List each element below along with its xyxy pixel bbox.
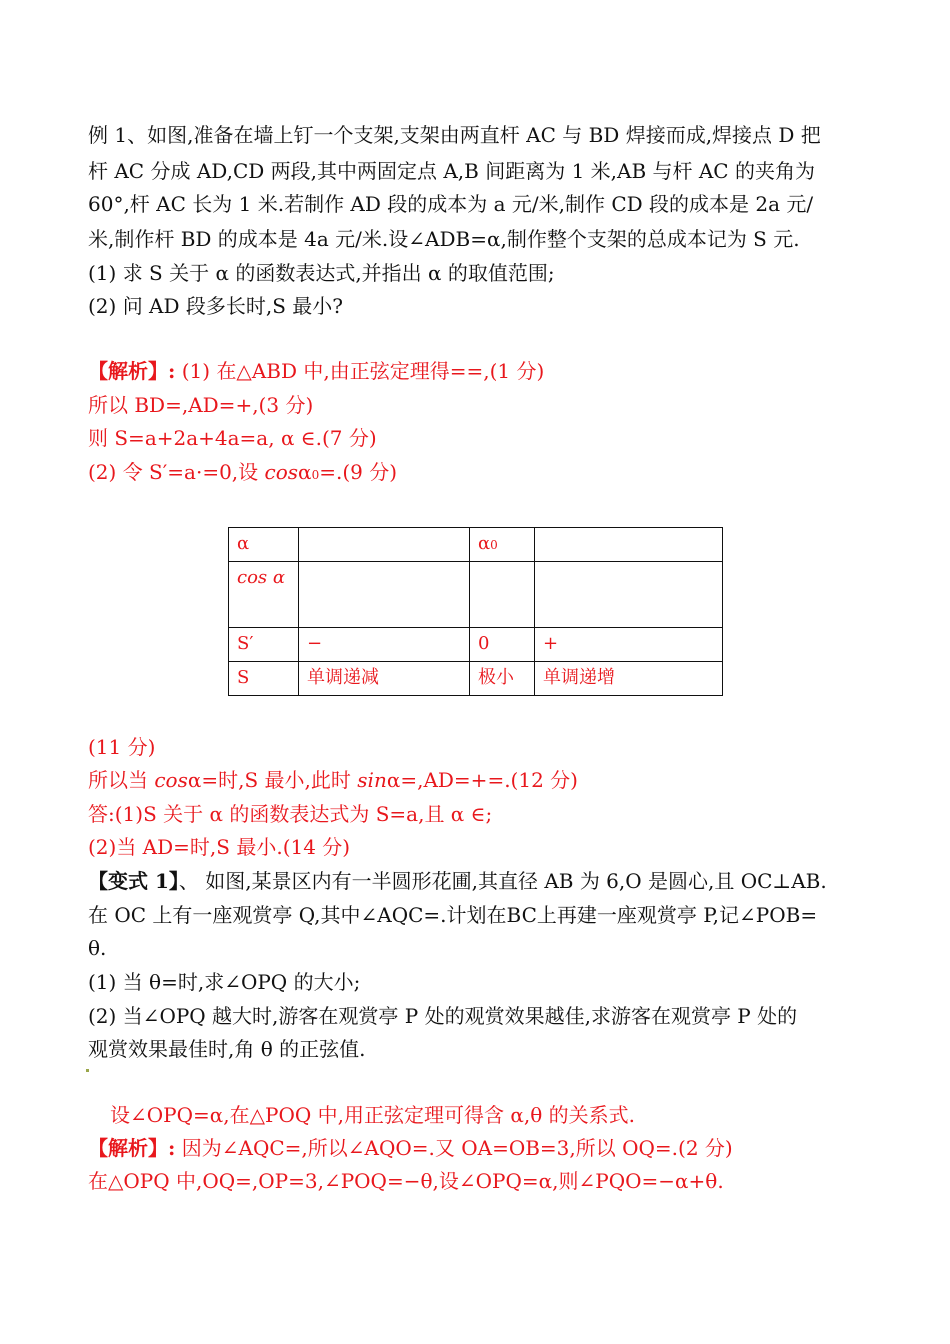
solution-label: 【解析】: <box>88 1136 176 1160</box>
table-cell <box>470 528 535 562</box>
table-cell: 0 <box>470 628 535 662</box>
solution-1-text: (1) 在△ABD 中,由正弦定理得==,(1 分) <box>181 359 545 383</box>
sin-function: sin <box>357 768 387 792</box>
variant-line-2: 在 OC 上有一座观赏亭 Q,其中∠AQC=.计划在BC上再建一座观赏亭 P,记∠POB= <box>88 903 818 927</box>
variant-line-3: θ. <box>88 936 107 960</box>
solution-2-hint: 设∠OPQ=α,在△POQ 中,用正弦定理可得含 α,θ 的关系式. <box>110 1103 635 1127</box>
solution-1b-line-1: (11 分) <box>88 735 156 759</box>
alpha-symbol: α <box>478 533 491 554</box>
table-cell: 单调递减 <box>299 662 470 696</box>
table-cell: S <box>229 662 299 696</box>
table-row <box>229 628 723 662</box>
alpha-symbol: α <box>298 460 312 484</box>
answer-line-2: (2)当 AD=时,S 最小.(14 分) <box>88 835 351 859</box>
example-question-2: (2) 问 AD 段多长时,S 最小? <box>88 294 344 318</box>
example-text-line-2: 杆 AC 分成 AD,CD 两段,其中两固定点 A,B 间距离为 1 米,AB 与杆 AC 的夹角为 <box>88 159 815 183</box>
table-cell <box>535 528 723 562</box>
variant-question-2-line-1: (2) 当∠OPQ 越大时,游客在观赏亭 P 处的观赏效果越佳,求游客在观赏亭 P 处的 <box>88 1004 798 1028</box>
text: α=,AD=+=.(12 分) <box>386 768 578 792</box>
table-cell <box>470 562 535 628</box>
table-cell: α <box>229 528 299 562</box>
solution-2-line-2: 在△OPQ 中,OQ=,OP=3,∠POQ=−θ,设∠OPQ=α,则∠PQO=−α+θ. <box>88 1169 724 1193</box>
text: α=时,S 最小,此时 <box>187 768 358 792</box>
table-cell <box>299 562 470 628</box>
variant-question-2-line-2: 观赏效果最佳时,角 θ 的正弦值. <box>88 1037 366 1061</box>
table-cell: − <box>299 628 470 662</box>
solution-2-text: 因为∠AQC=,所以∠AQO=.又 OA=OB=3,所以 OQ=.(2 分) <box>181 1136 733 1160</box>
table-row <box>229 562 723 628</box>
text: 所以当 <box>88 768 155 792</box>
example-question-1: (1) 求 S 关于 α 的函数表达式,并指出 α 的取值范围; <box>88 261 555 285</box>
alpha-subscript: 0 <box>311 468 320 482</box>
cos-function: cos <box>154 768 188 792</box>
table-cell: cos α <box>229 562 299 628</box>
cos-function: cos <box>264 460 299 484</box>
variant-question-1: (1) 当 θ=时,求∠OPQ 的大小; <box>88 970 361 994</box>
variant-label: 【变式 1】 <box>88 869 179 893</box>
table-cell <box>535 562 723 628</box>
table-cell <box>299 528 470 562</box>
table-cell: S′ <box>229 628 299 662</box>
table-row <box>229 662 723 696</box>
example-text-line-1: 例 1、如图,准备在墙上钉一个支架,支架由两直杆 AC 与 BD 焊接而成,焊接点 D 把 <box>88 123 821 147</box>
solution-label: 【解析】: <box>88 359 176 383</box>
alpha-subscript: 0 <box>490 538 498 552</box>
example-text-line-3: 60°,杆 AC 长为 1 米.若制作 AD 段的成本为 a 元/米,制作 CD 段的成本是 2a 元/ <box>88 192 814 216</box>
solution-1-line-4-post: =.(9 分) <box>319 460 398 484</box>
answer-line-1: 答:(1)S 关于 α 的函数表达式为 S=a,且 α ∈; <box>88 802 493 826</box>
table-cell: 单调递增 <box>535 662 723 696</box>
stray-mark <box>86 1069 89 1072</box>
variant-line-1 <box>88 867 827 895</box>
solution-1-line-2: 所以 BD=,AD=+,(3 分) <box>88 393 314 417</box>
solution-2-line-1 <box>88 1134 733 1162</box>
solution-1-line-4 <box>88 458 397 489</box>
table-cell: + <box>535 628 723 662</box>
table-cell: 极小 <box>470 662 535 696</box>
example-text-line-4: 米,制作杆 BD 的成本是 4a 元/米.设∠ADB=α,制作整个支架的总成本记为 S 元. <box>88 227 800 251</box>
solution-1b-line-2 <box>88 766 578 794</box>
solution-1-line-3: 则 S=a+2a+4a=a, α ∈.(7 分) <box>88 426 377 450</box>
solution-1-line-4-pre: (2) 令 S′=a·=0,设 <box>88 460 265 484</box>
solution-1-line-1 <box>88 357 544 385</box>
variant-text: 、 如图,某景区内有一半圆形花圃,其直径 AB 为 6,O 是圆心,且 OC⊥AB. <box>178 869 827 893</box>
table-row <box>229 528 723 562</box>
sign-table <box>228 527 723 696</box>
